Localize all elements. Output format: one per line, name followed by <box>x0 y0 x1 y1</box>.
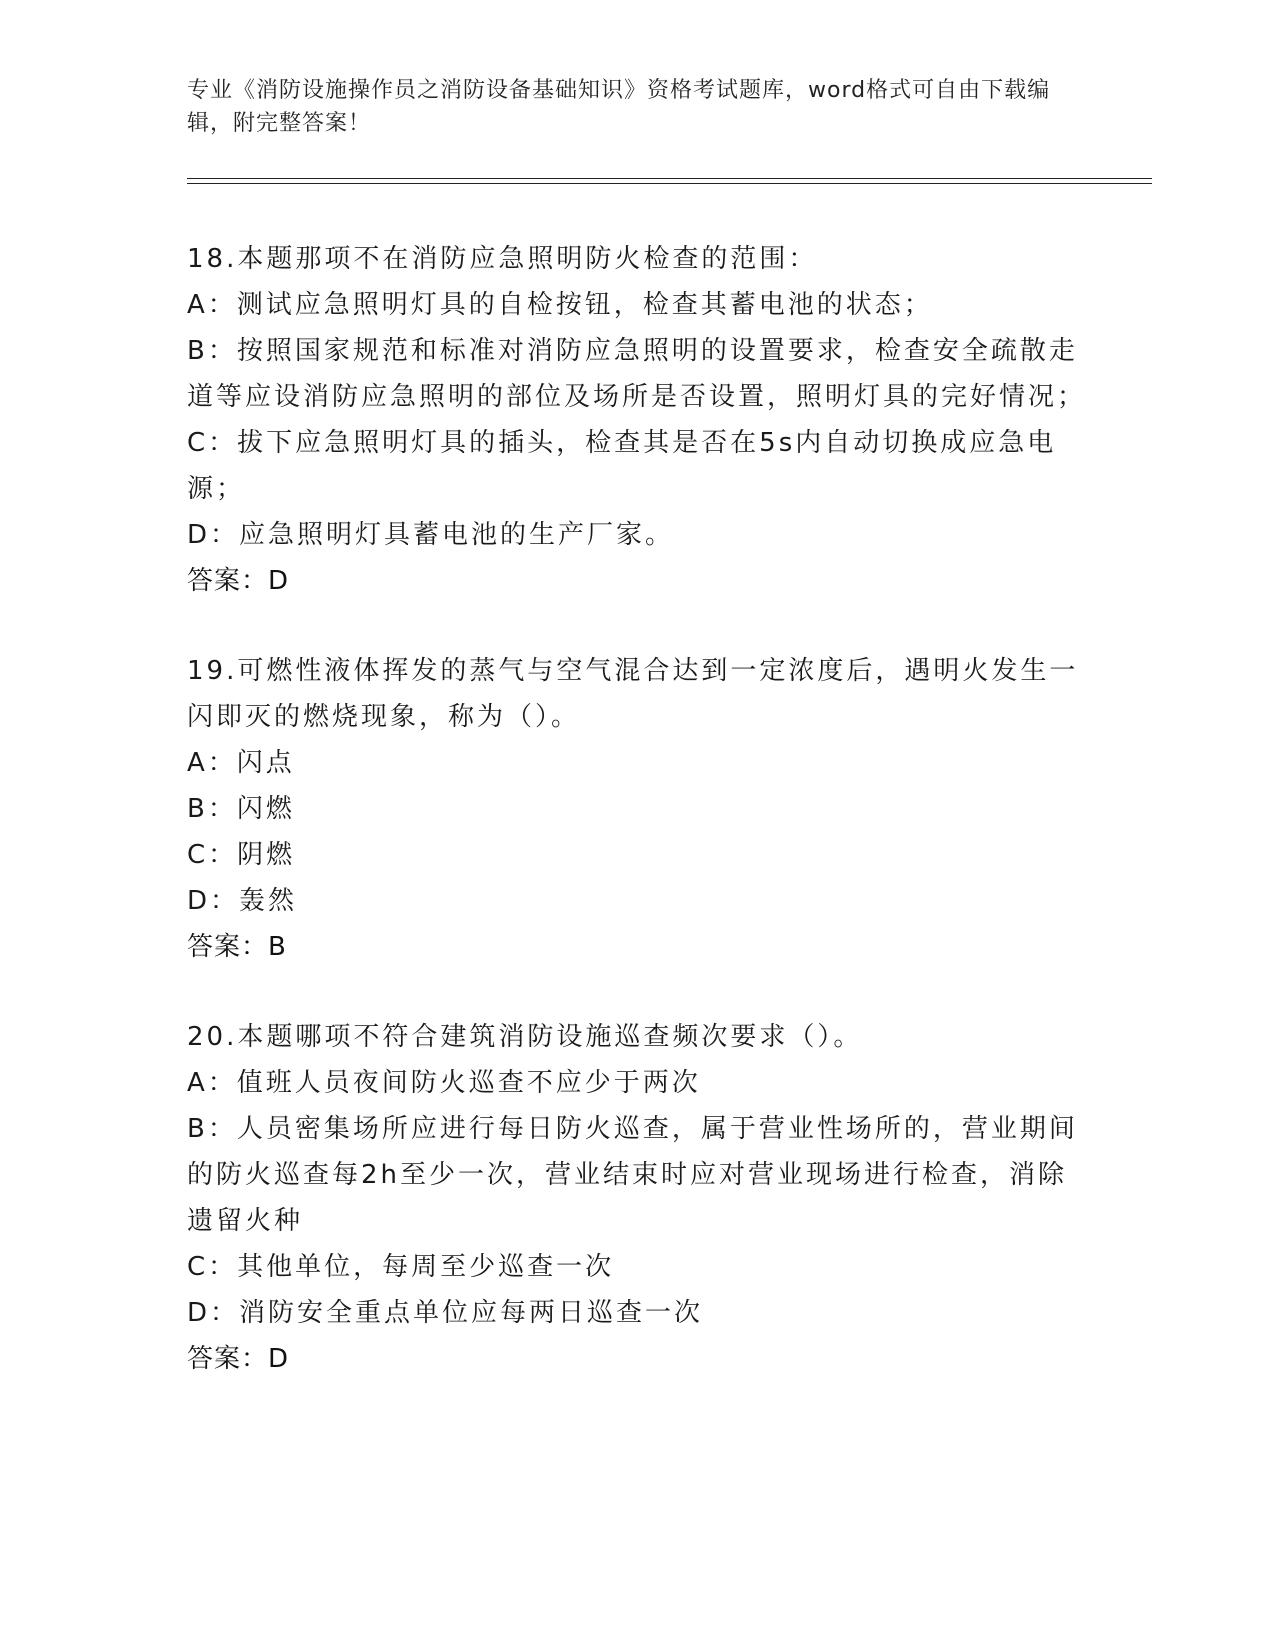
answer-line: 答案：D <box>187 1344 290 1374</box>
header-divider-bottom <box>187 183 1152 184</box>
option-a: A：闪点 <box>187 748 295 778</box>
answer-line: 答案：D <box>187 566 290 596</box>
option-c: C：拔下应急照明灯具的插头，检查其是否在5s内自动切换成应急电源； <box>187 428 1057 504</box>
question-stem: 20.本题哪项不符合建筑消防设施巡查频次要求（）。 <box>187 1022 863 1052</box>
question-18 <box>187 236 1087 604</box>
option-c: C：阴燃 <box>187 840 296 870</box>
option-d: D：应急照明灯具蓄电池的生产厂家。 <box>187 520 675 550</box>
option-b: B：闪燃 <box>187 794 295 824</box>
option-d: D：轰然 <box>187 886 298 916</box>
question-list <box>187 236 1087 1426</box>
question-20 <box>187 1014 1087 1382</box>
option-b: B：按照国家规范和标准对消防应急照明的设置要求，检查安全疏散走道等应设消防应急照明的部位及场所是否设置，照明灯具的完好情况； <box>187 336 1087 412</box>
answer-line: 答案：B <box>187 932 287 962</box>
question-19 <box>187 648 1087 970</box>
option-a: A：测试应急照明灯具的自检按钮，检查其蓄电池的状态； <box>187 290 933 320</box>
document-intro: 专业《消防设施操作员之消防设备基础知识》资格考试题库，word格式可自由下载编辑，附完整答案！ <box>187 78 1051 136</box>
option-a: A：值班人员夜间防火巡查不应少于两次 <box>187 1068 701 1098</box>
question-stem: 19.可燃性液体挥发的蒸气与空气混合达到一定浓度后，遇明火发生一闪即灭的燃烧现象，称为（）。 <box>187 656 1079 732</box>
option-d: D：消防安全重点单位应每两日巡查一次 <box>187 1298 704 1328</box>
option-b: B：人员密集场所应进行每日防火巡查，属于营业性场所的，营业期间的防火巡查每2h至少一次，营业结束时应对营业现场进行检查，消除遗留火种 <box>187 1114 1078 1236</box>
header-divider-top <box>187 178 1152 179</box>
question-stem: 18.本题那项不在消防应急照明防火检查的范围： <box>187 244 818 274</box>
option-c: C：其他单位，每周至少巡查一次 <box>187 1252 615 1282</box>
